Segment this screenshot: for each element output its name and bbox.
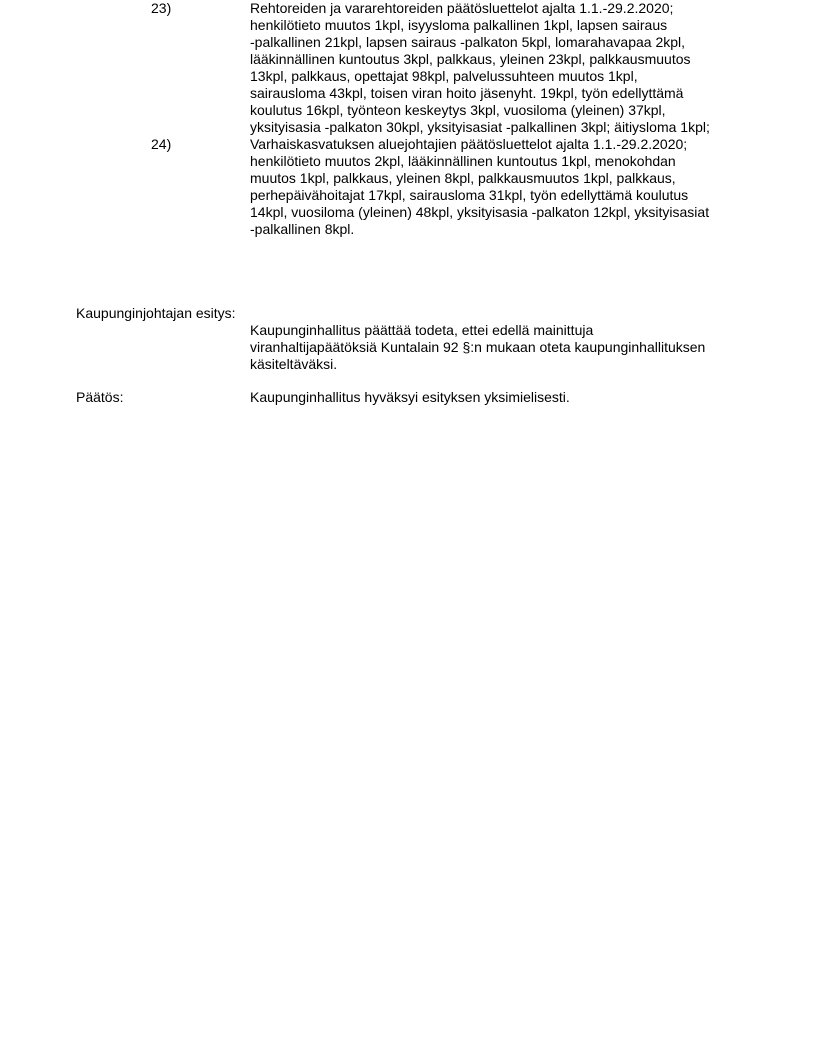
text-line: Varhaiskasvatuksen aluejohtajien päätösluettelot ajalta 1.1.-29.2.2020; xyxy=(250,136,688,152)
proposal-label: Kaupunginjohtajan esitys: xyxy=(76,305,236,321)
text-line: Kaupunginhallitus hyväksyi esityksen yksimielisesti. xyxy=(250,389,570,405)
text-line: -palkallinen 21kpl, lapsen sairaus -palkaton 5kpl, lomarahavapaa 2kpl, xyxy=(250,34,686,50)
text-line: 13kpl, palkkaus, opettajat 98kpl, palvelussuhteen muutos 1kpl, xyxy=(250,68,638,84)
text-line: lääkinnällinen kuntoutus 3kpl, palkkaus, yleinen 23kpl, palkkausmuutos xyxy=(250,51,691,67)
text-line: sairausloma 43kpl, toisen viran hoito jäsenyht. 19kpl, työn edellyttämä xyxy=(250,85,684,101)
text-line: -palkallinen 8kpl. xyxy=(250,221,355,237)
text-line: Rehtoreiden ja vararehtoreiden päätösluettelot ajalta 1.1.-29.2.2020; xyxy=(250,0,674,16)
text-line: yksityisasia -palkaton 30kpl, yksityisasiat -palkallinen 3kpl; äitiysloma 1kpl; xyxy=(250,119,710,135)
decision-text xyxy=(250,389,740,406)
text-line: koulutus 16kpl, työnteon keskeytys 3kpl, vuosiloma (yleinen) 37kpl, xyxy=(250,102,666,118)
item-text-24 xyxy=(250,136,740,238)
text-line: muutos 1kpl, palkkaus, yleinen 8kpl, palkkausmuutos 1kpl, palkkaus, xyxy=(250,170,676,186)
decision-label: Päätös: xyxy=(76,389,124,405)
text-line: henkilötieto muutos 2kpl, lääkinnällinen kuntoutus 1kpl, menokohdan xyxy=(250,153,676,169)
text-line: käsiteltäväksi. xyxy=(250,356,338,372)
text-line: Kaupunginhallitus päättää todeta, ettei edellä mainittuja xyxy=(250,322,594,338)
text-line: 14kpl, vuosiloma (yleinen) 48kpl, yksityisasia -palkaton 12kpl, yksityisasiat xyxy=(250,204,710,220)
proposal-text xyxy=(250,322,740,373)
item-number-24: 24) xyxy=(151,136,172,152)
item-number-23: 23) xyxy=(151,0,172,16)
item-text-23 xyxy=(250,0,740,136)
text-line: perhepäivähoitajat 17kpl, sairausloma 31kpl, työn edellyttämä koulutus xyxy=(250,187,689,203)
text-line: viranhaltijapäätöksiä Kuntalain 92 §:n mukaan oteta kaupunginhallituksen xyxy=(250,339,706,355)
text-line: henkilötieto muutos 1kpl, isyysloma palkallinen 1kpl, lapsen sairaus xyxy=(250,17,668,33)
